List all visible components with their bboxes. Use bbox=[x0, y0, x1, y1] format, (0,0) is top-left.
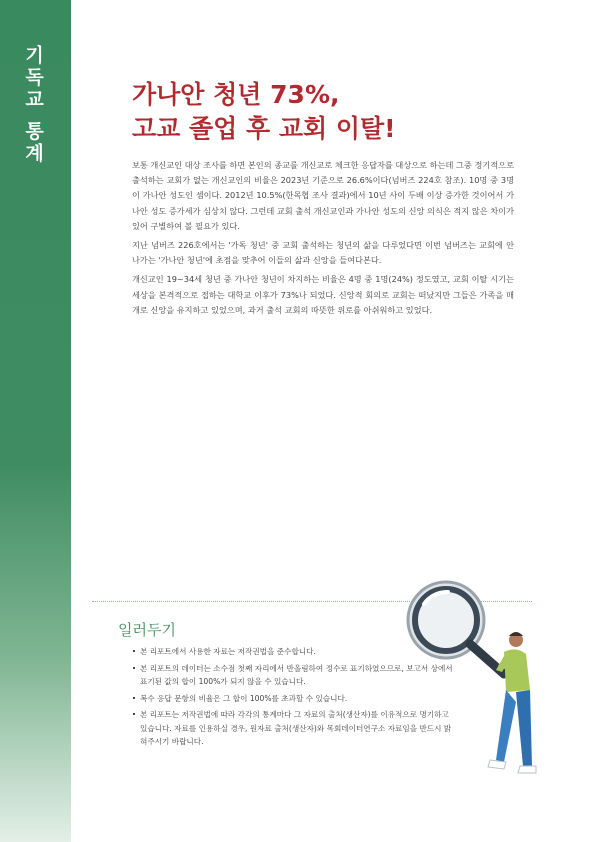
note-item: 복수 응답 문항의 비율은 그 합이 100%를 초과할 수 있습니다. bbox=[133, 692, 455, 706]
page-title bbox=[132, 78, 552, 146]
article-paragraph: 보통 개신교인 대상 조사를 하면 본인의 종교를 개신교로 체크한 응답자를 대상으로 하는데 그중 정기적으로 출석하는 교회가 없는 개신교인의 비율은 2023년 기준으로 26.6%이다(넘버즈 224호 참조). 10명 중 3명이 가나안 성도인 셈이다. 2012년 10.5%(한목협 조사 결과)에서 10년 사이 두배 이상 증가한 것이어서 가나안 성도 증가세가 심상치 않다. 그런데 교회 출석 개신교인과 가나안 성도의 신앙 의식은 적지 않은 차이가 있어 구별하여 볼 필요가 있다. bbox=[132, 160, 514, 231]
article-paragraph: 지난 넘버즈 226호에서는 '가독 청년' 중 교회 출석하는 청년의 삶을 다루었다면 이번 넘버즈는 교회에 안 나가는 '가나안 청년'에 초점을 맞추어 이들의 삶과 신앙을 들여다본다. bbox=[132, 240, 514, 266]
note-item: 본 리포트는 저작권법에 따라 각각의 통계마다 그 자료의 출처(생산자)를 이유적으로 명기하고 있습니다. 자료를 인용하실 경우, 원자료 출처(생산자)와 목회데이터연구소 자료임을 반드시 밝혀주시기 바랍니다. bbox=[133, 708, 455, 749]
magnifier-person-icon bbox=[404, 570, 544, 800]
article-paragraph: 개신교인 19~34세 청년 중 가나안 청년이 차지하는 비율은 4명 중 1명(24%) 정도였고, 교회 이탈 시기는 세상을 본격적으로 접하는 대학교 이후가 73%나 되었다. 신앙적 회의로 교회는 떠났지만 그들은 가족을 매개로 신앙을 유지하고 있었으며, 과거 출석 교회의 따뜻한 위로를 아쉬워하고 있었다. bbox=[132, 274, 514, 315]
note-item: 본 리포트의 데이터는 소수점 첫째 자리에서 반올림하여 정수로 표기하였으므로, 보고서 상에서 표기된 값의 합이 100%가 되지 않을 수 있습니다. bbox=[133, 662, 455, 689]
page-title-line-1: 가나안 청년 73%, bbox=[132, 80, 340, 109]
note-item: 본 리포트에서 사용한 자료는 저작권법을 준수합니다. bbox=[133, 645, 455, 659]
notes-title: 일러두기 bbox=[118, 621, 176, 639]
sidebar bbox=[0, 0, 71, 842]
section-title: 기독교 통계 bbox=[22, 45, 44, 165]
article-body bbox=[132, 158, 514, 322]
page-title-line-2: 고교 졸업 후 교회 이탈! bbox=[132, 114, 396, 143]
